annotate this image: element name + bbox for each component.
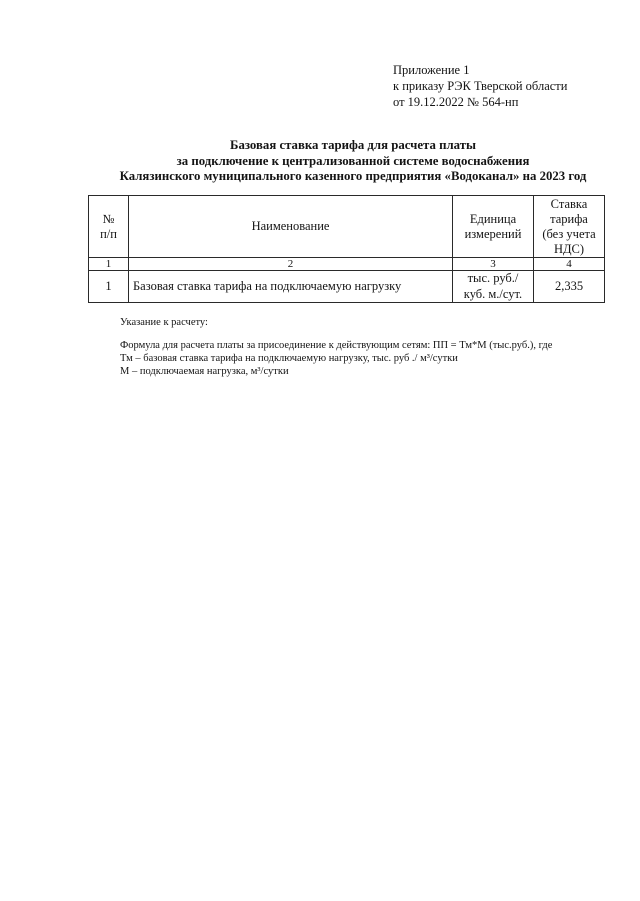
appendix-order-date: от 19.12.2022 № 564-нп [393,95,519,109]
calculation-note-heading: Указание к расчету: [120,317,208,328]
row-number: 1 [89,271,129,303]
column-number: 1 [89,258,129,271]
header-number-line: № [102,211,115,226]
title-line-1: Базовая ставка тарифа для расчета платы [230,138,476,152]
formula-line: Формула для расчета платы за присоединение к действующим сетям: ПП = Тм*М (тыс.руб.), где [120,340,553,351]
calculation-notes [120,339,552,378]
title-line-3: Калязинского муниципального казенного предприятия «Водоканал» на 2023 год [119,169,587,183]
header-unit-line: измерений [464,226,522,241]
header-number [89,196,129,258]
appendix-reference [393,62,567,110]
header-rate-line: (без учета [542,226,596,241]
column-number: 3 [453,258,534,271]
document-title [88,138,618,185]
tm-definition: Тм – базовая ставка тарифа на подключаемую нагрузку, тыс. руб ./ м³/сутки [120,353,458,364]
row-name: Базовая ставка тарифа на подключаемую нагрузку [129,271,453,303]
column-number-row [89,258,605,271]
row-rate: 2,335 [534,271,605,303]
m-definition: М – подключаемая нагрузка, м³/сутки [120,366,289,377]
row-unit-line: куб. м./сут. [463,286,523,301]
header-name [129,196,453,258]
table-header-row [89,196,605,258]
row-unit-line: тыс. руб./ [467,271,519,285]
header-rate-line: НДС) [553,241,585,256]
tariff-table [88,195,605,303]
header-number-line: п/п [100,226,117,241]
header-unit [453,196,534,258]
table-row [89,271,605,303]
title-line-2: за подключение к централизованной системе водоснабжения [176,153,530,168]
column-number: 4 [534,258,605,271]
column-number: 2 [129,258,453,271]
header-unit-line: Единица [469,211,517,226]
appendix-order-ref: к приказу РЭК Тверской области [393,79,568,93]
header-rate [534,196,605,258]
header-rate-line: Ставка [550,196,588,211]
header-rate-line: тарифа [550,211,588,226]
row-unit [453,271,534,303]
header-name-text: Наименование [251,219,330,233]
appendix-number: Приложение 1 [393,63,470,77]
